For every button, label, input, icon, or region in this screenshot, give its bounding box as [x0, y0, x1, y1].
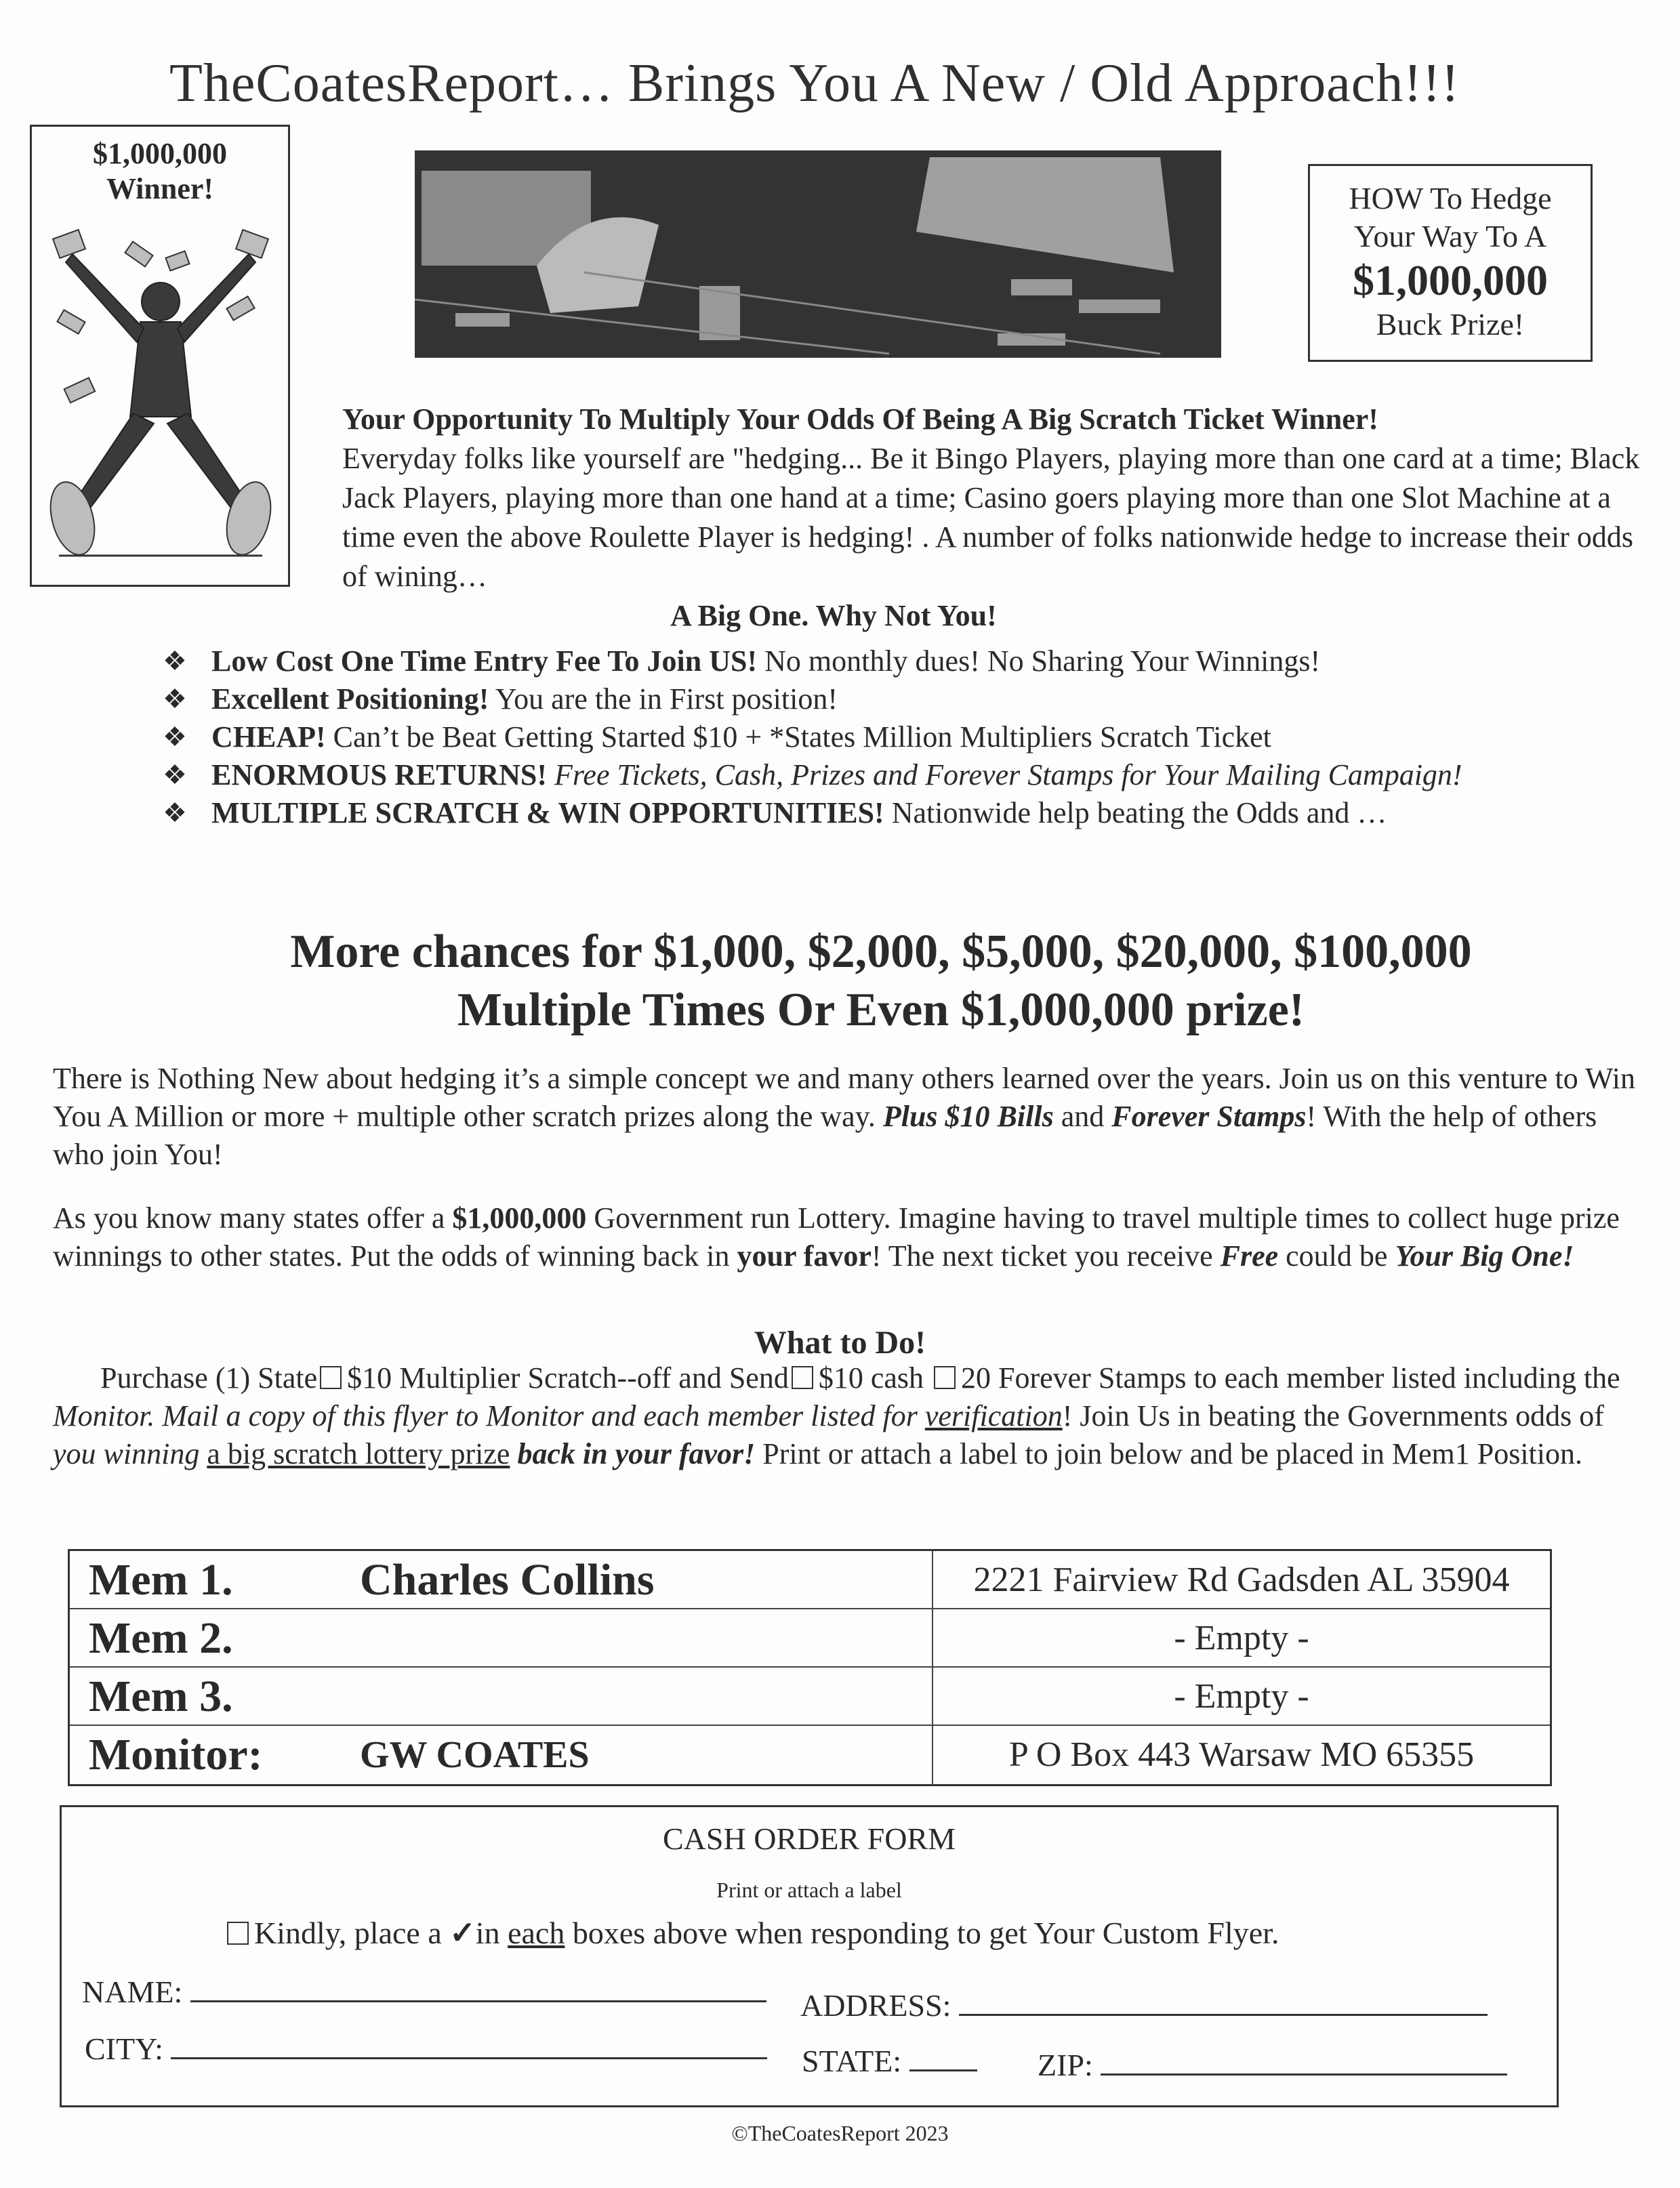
hedge-amount: $1,000,000 [1353, 256, 1548, 304]
order-form-subtitle: Print or attach a label [716, 1878, 902, 1902]
diamond-bullet-icon: ❖ [163, 798, 187, 828]
checkbox-custom-flyer[interactable] [227, 1922, 249, 1945]
city-input[interactable] [171, 2057, 767, 2059]
text: Government run Lottery. Imagine having to travel multiple times to collect huge prize winnings to other states. Put the odds of winning back in [53, 1201, 1620, 1273]
name-label: NAME: [82, 1975, 183, 2009]
text: and [1053, 1100, 1112, 1133]
table-row [70, 1551, 1550, 1609]
member-name [360, 1668, 933, 1725]
emphasis: verification [924, 1399, 1063, 1432]
checkbox-stamps[interactable] [934, 1366, 956, 1389]
winner-caption [32, 136, 288, 207]
address-field [800, 1987, 1488, 2023]
checkbox-cash[interactable] [792, 1366, 813, 1389]
emphasis: Your Big One! [1395, 1239, 1574, 1273]
member-name: Charles Collins [360, 1551, 933, 1608]
bullet-text: No monthly dues! No Sharing Your Winnings! [757, 644, 1321, 678]
member-name [360, 1609, 933, 1666]
winner-label: Winner! [106, 172, 214, 205]
bullet-title: Low Cost One Time Entry Fee To Join US! [211, 644, 758, 678]
hedge-line-4: Buck Prize! [1376, 307, 1525, 342]
zip-label: ZIP: [1038, 2048, 1093, 2082]
text: ! Join Us in beating the Governments odds of [1062, 1399, 1604, 1432]
bullet-text: You are the in First position! [489, 682, 838, 716]
list-item [163, 756, 1599, 794]
text: $10 Multiplier Scratch--off and Send [347, 1361, 789, 1395]
intro-body: Everyday folks like yourself are "hedging... Be it Bingo Players, playing more than one card at a time; Black Jack Players, playing more than one hand at a time; Casino goers playing more than one Slot Machine at a time even the above Roulette Player is hedging! . A number of folks nationwide hedge to increase their odds of wining… [342, 442, 1640, 593]
more-chances-line-1: More chances for $1,000, $2,000, $5,000, $20,000, $100,000 [290, 926, 1472, 978]
list-item [163, 680, 1599, 718]
intro-tagline: A Big One. Why Not You! [670, 599, 997, 632]
member-address: - Empty - [1174, 1619, 1309, 1657]
more-chances-line-2: Multiple Times Or Even $1,000,000 prize! [457, 984, 1305, 1036]
text: Purchase (1) State [100, 1361, 318, 1395]
cash-order-form [60, 1805, 1559, 2107]
bullet-title: CHEAP! [211, 720, 326, 754]
diamond-bullet-icon: ❖ [163, 760, 187, 790]
diamond-bullet-icon: ❖ [163, 684, 187, 714]
table-row [70, 1609, 1550, 1668]
bullet-text: Can’t be Beat Getting Started $10 + *States Million Multipliers Scratch Ticket [325, 720, 1271, 754]
diamond-bullet-icon: ❖ [163, 722, 187, 752]
state-field [802, 2043, 977, 2079]
emphasis: your favor [737, 1239, 872, 1273]
money-icon [53, 230, 85, 258]
bullet-text: Nationwide help beating the Odds and … [884, 796, 1387, 829]
member-address: - Empty - [1174, 1677, 1309, 1716]
copyright: ©TheCoatesReport 2023 [731, 2121, 949, 2145]
member-name: GW COATES [360, 1726, 933, 1784]
text: ! The next ticket you receive [871, 1239, 1221, 1273]
text: boxes above when responding to get Your Custom Flyer. [565, 1916, 1279, 1950]
member-address: 2221 Fairview Rd Gadsden AL 35904 [973, 1561, 1510, 1599]
hedge-line-1: HOW To Hedge [1349, 181, 1552, 215]
bullet-text [547, 758, 554, 791]
state-input[interactable] [909, 2069, 977, 2071]
checkbox-scratch-off[interactable] [320, 1366, 342, 1389]
text: in [475, 1916, 508, 1950]
custom-flyer-instruction [224, 1914, 1279, 1951]
jumping-man-illustration [45, 213, 276, 566]
roulette-photo [415, 150, 1221, 358]
more-chances-headline [136, 923, 1626, 1039]
member-label: Mem 3. [89, 1672, 233, 1721]
order-form-title: CASH ORDER FORM [663, 1821, 956, 1856]
emphasis: back in your favor! [510, 1437, 756, 1470]
hedge-line-2: Your Way To A [1353, 219, 1547, 253]
emphasis: $1,000,000 [452, 1201, 587, 1235]
what-to-do-heading: What to Do! [754, 1325, 926, 1361]
text: There is Nothing New about hedging it’s a simple concept we and many others learned over the years. Join us on this venture to Win You A Million or more + multiple other scratch prizes along the way. [53, 1062, 1635, 1133]
state-label: STATE: [802, 2044, 902, 2078]
member-label: Mem 2. [89, 1613, 233, 1663]
list-item [163, 642, 1599, 680]
list-item [163, 794, 1599, 832]
text: $10 cash [818, 1361, 924, 1395]
member-address: P O Box 443 Warsaw MO 65355 [1008, 1735, 1475, 1774]
head-icon [142, 283, 180, 321]
zip-field [1038, 2047, 1507, 2083]
roulette-table-image [415, 150, 1221, 358]
benefits-list [163, 642, 1599, 832]
text: ! With the help of others who join You! [53, 1100, 1597, 1171]
checkmark-icon: ✓ [449, 1916, 476, 1950]
address-label: ADDRESS: [800, 1988, 951, 2023]
winner-illustration-box [30, 125, 290, 587]
city-label: CITY: [85, 2031, 163, 2066]
instructions-paragraph [53, 1359, 1639, 1473]
hedging-paragraph [53, 1060, 1639, 1174]
emphasis: Free [1220, 1239, 1279, 1273]
city-field [85, 2031, 767, 2067]
bullet-italic-text: Free Tickets, Cash, Prizes and Forever Stamps for Your Mailing Campaign! [554, 758, 1462, 791]
intro-section [342, 400, 1650, 636]
text: Kindly, place a [254, 1916, 450, 1950]
address-input[interactable] [959, 2013, 1488, 2016]
winner-amount: $1,000,000 [93, 137, 227, 170]
name-field [82, 1974, 766, 2010]
members-table [68, 1549, 1552, 1786]
text: could be [1278, 1239, 1395, 1273]
emphasis: Plus $10 Bills [882, 1100, 1054, 1133]
table-row [70, 1726, 1550, 1784]
page-title: TheCoatesReport… Brings You A New / Old Approach!!! [169, 54, 1460, 113]
name-input[interactable] [190, 2000, 766, 2002]
emphasis: Forever Stamps [1111, 1100, 1307, 1133]
member-label: Monitor: [89, 1730, 263, 1779]
text: 20 Forever Stamps to each member listed including the [961, 1361, 1620, 1395]
intro-heading: Your Opportunity To Multiply Your Odds Of Being A Big Scratch Ticket Winner! [342, 402, 1378, 436]
emphasis: a big scratch lottery prize [207, 1437, 510, 1470]
hedge-callout-box [1308, 164, 1593, 362]
emphasis: each [508, 1916, 565, 1950]
emphasis: Monitor. Mail a copy of this flyer to Monitor and each member listed for [53, 1399, 925, 1432]
member-label: Mem 1. [89, 1555, 233, 1605]
text: As you know many states offer a [53, 1201, 453, 1235]
bullet-title: ENORMOUS RETURNS! [211, 758, 548, 791]
lottery-paragraph [53, 1199, 1639, 1275]
diamond-bullet-icon: ❖ [163, 646, 187, 676]
emphasis: you winning [53, 1437, 207, 1470]
table-row [70, 1668, 1550, 1726]
text: Print or attach a label to join below and be placed in Mem1 Position. [755, 1437, 1582, 1470]
list-item [163, 718, 1599, 756]
zip-input[interactable] [1101, 2073, 1507, 2076]
bullet-title: MULTIPLE SCRATCH & WIN OPPORTUNITIES! [211, 796, 884, 829]
bullet-title: Excellent Positioning! [211, 682, 489, 716]
